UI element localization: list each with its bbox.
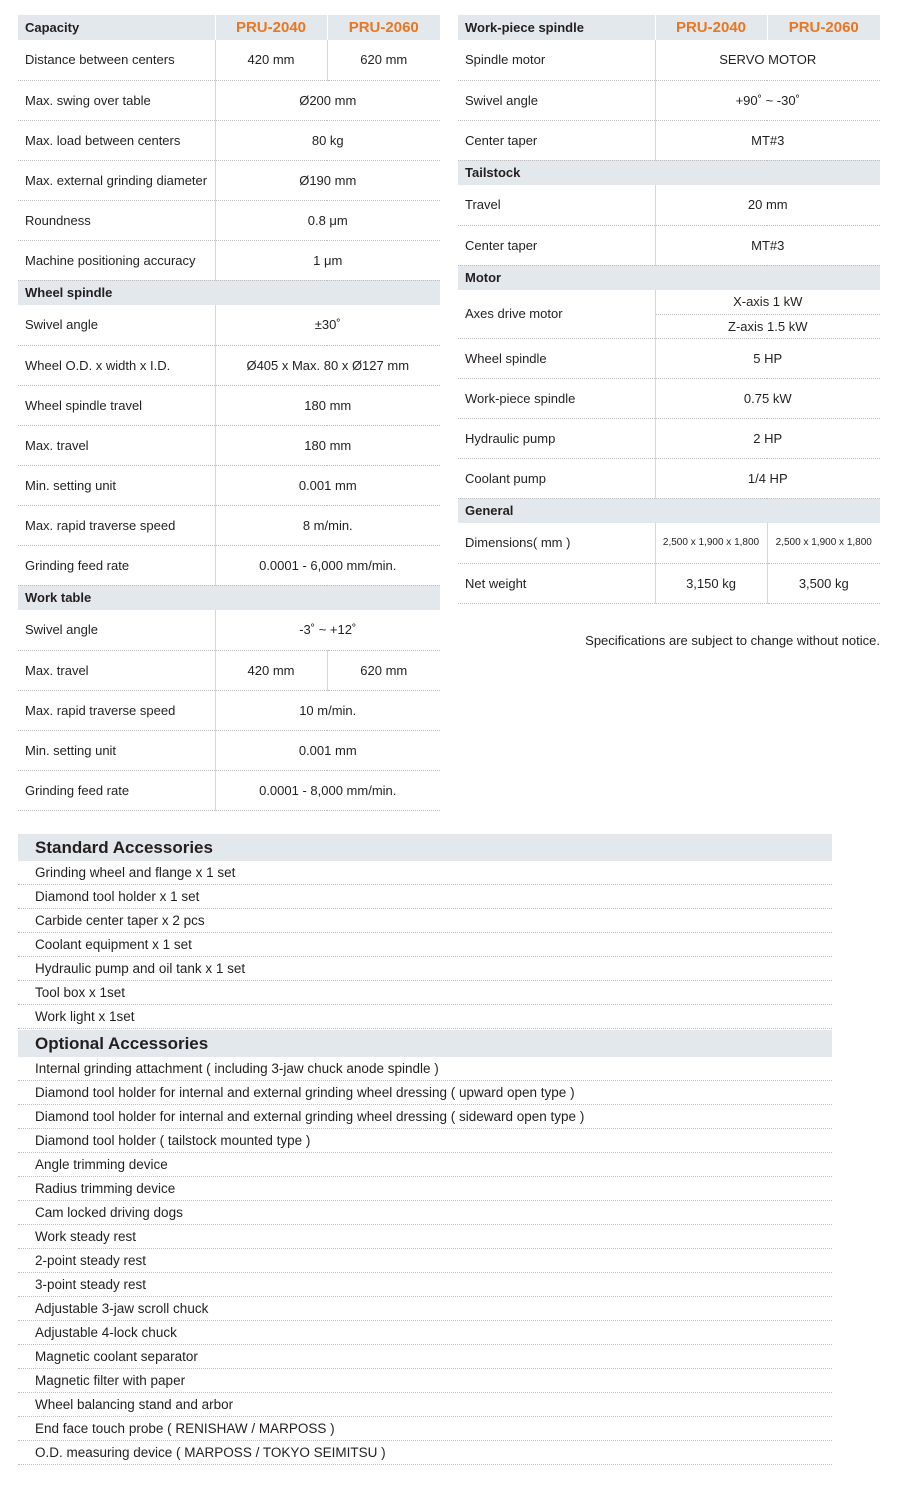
spec-row	[458, 378, 880, 418]
spec-label: Spindle motor	[458, 40, 655, 80]
spec-label: Grinding feed rate	[18, 770, 215, 810]
list-item: Tool box x 1set	[18, 981, 832, 1005]
spec-label: Hydraulic pump	[458, 418, 655, 458]
spec-row	[18, 160, 440, 200]
spec-label: Max. travel	[18, 650, 215, 690]
list-item: End face touch probe ( RENISHAW / MARPOSS )	[18, 1417, 832, 1441]
spec-row	[458, 40, 880, 80]
spec-row	[458, 80, 880, 120]
spec-label: Max. rapid traverse speed	[18, 505, 215, 545]
spec-label: Travel	[458, 185, 655, 225]
spec-value: MT#3	[655, 225, 880, 265]
spec-value: 0.001 mm	[215, 730, 440, 770]
optional-accessories-section	[18, 1030, 832, 1465]
list-item: Carbide center taper x 2 pcs	[18, 909, 832, 933]
spec-row	[18, 690, 440, 730]
list-item: 3-point steady rest	[18, 1273, 832, 1297]
spec-row	[18, 545, 440, 585]
spec-row	[458, 338, 880, 378]
list-item: Angle trimming device	[18, 1153, 832, 1177]
wheel-spindle-section-title: Wheel spindle	[25, 285, 113, 301]
spec-row	[18, 610, 440, 650]
wheel-spindle-header-row	[18, 280, 440, 305]
spec-label: Max. rapid traverse speed	[18, 690, 215, 730]
list-item: Grinding wheel and flange x 1 set	[18, 861, 832, 885]
list-item: Internal grinding attachment ( including 3-jaw chuck anode spindle )	[18, 1057, 832, 1081]
standard-accessories-section	[18, 834, 832, 1029]
spec-row	[18, 200, 440, 240]
list-item: Coolant equipment x 1 set	[18, 933, 832, 957]
spec-label: Axes drive motor	[458, 290, 655, 338]
spec-value-pru-2060: 620 mm	[327, 40, 440, 80]
spec-value: 0.0001 - 6,000 mm/min.	[215, 545, 440, 585]
workpiece-spindle-section-title: Work-piece spindle	[465, 20, 584, 35]
list-item: Magnetic filter with paper	[18, 1369, 832, 1393]
spec-value: ±30˚	[215, 305, 440, 345]
motor-header-row	[458, 265, 880, 290]
work-table-section-title: Work table	[25, 590, 92, 606]
spec-value: 180 mm	[215, 385, 440, 425]
spec-value: Ø190 mm	[215, 160, 440, 200]
spec-label: Distance between centers	[18, 40, 215, 80]
list-item: Work steady rest	[18, 1225, 832, 1249]
spec-label: Net weight	[458, 563, 655, 603]
spec-value: SERVO MOTOR	[655, 40, 880, 80]
list-item: Diamond tool holder for internal and external grinding wheel dressing ( sideward open type )	[18, 1105, 832, 1129]
spec-row	[18, 650, 440, 690]
spec-row	[18, 120, 440, 160]
model-pru-2040-heading: PRU-2040	[655, 15, 767, 40]
optional-accessories-list	[18, 1057, 832, 1465]
spec-row	[18, 240, 440, 280]
spec-value: 8 m/min.	[215, 505, 440, 545]
tailstock-header-row	[458, 160, 880, 185]
spec-row	[18, 40, 440, 80]
spec-value: Ø200 mm	[215, 80, 440, 120]
right-spec-table	[458, 15, 880, 604]
list-item: Hydraulic pump and oil tank x 1 set	[18, 957, 832, 981]
motor-section-title: Motor	[465, 270, 502, 286]
spec-value: 10 m/min.	[215, 690, 440, 730]
list-item: Wheel balancing stand and arbor	[18, 1393, 832, 1417]
spec-value-pru-2060: 3,500 kg	[767, 563, 880, 603]
capacity-section-title: Capacity	[25, 20, 80, 35]
spec-value: 0.8 μm	[215, 200, 440, 240]
spec-value: MT#3	[655, 120, 880, 160]
spec-value-pru-2060: 2,500 x 1,900 x 1,800	[767, 523, 880, 563]
spec-label: Wheel spindle	[458, 338, 655, 378]
spec-label: Coolant pump	[458, 458, 655, 498]
work-table-header-row	[18, 585, 440, 610]
model-pru-2060-heading: PRU-2060	[327, 15, 440, 40]
spec-value: 0.75 kW	[655, 378, 880, 418]
spec-label: Center taper	[458, 120, 655, 160]
spec-value: 5 HP	[655, 338, 880, 378]
workpiece-spindle-header-row	[458, 15, 880, 40]
spec-row	[458, 185, 880, 225]
spec-label: Max. load between centers	[18, 120, 215, 160]
spec-value-pru-2040: 420 mm	[215, 40, 327, 80]
spec-label: Swivel angle	[18, 305, 215, 345]
spec-row	[458, 563, 880, 603]
spec-label: Grinding feed rate	[18, 545, 215, 585]
spec-label: Wheel O.D. x width x I.D.	[18, 345, 215, 385]
spec-row	[18, 465, 440, 505]
spec-value-z-axis: Z-axis 1.5 kW	[655, 314, 880, 338]
spec-value: 2 HP	[655, 418, 880, 458]
spec-value-pru-2040: 2,500 x 1,900 x 1,800	[655, 523, 767, 563]
spec-label: Roundness	[18, 200, 215, 240]
general-section-title: General	[465, 503, 514, 519]
spec-label: Swivel angle	[458, 80, 655, 120]
list-item: Radius trimming device	[18, 1177, 832, 1201]
left-spec-table	[18, 15, 440, 811]
standard-accessories-list	[18, 861, 832, 1029]
spec-row	[458, 120, 880, 160]
spec-value-pru-2040: 420 mm	[215, 650, 327, 690]
spec-row	[18, 730, 440, 770]
spec-label: Center taper	[458, 225, 655, 265]
list-item: Cam locked driving dogs	[18, 1201, 832, 1225]
spec-value-pru-2060: 620 mm	[327, 650, 440, 690]
spec-value: 20 mm	[655, 185, 880, 225]
spec-value: 1 μm	[215, 240, 440, 280]
spec-label: Max. swing over table	[18, 80, 215, 120]
capacity-header-row	[18, 15, 440, 40]
spec-row	[458, 418, 880, 458]
spec-label: Work-piece spindle	[458, 378, 655, 418]
list-item: 2-point steady rest	[18, 1249, 832, 1273]
spec-row	[458, 458, 880, 498]
spec-value: 80 kg	[215, 120, 440, 160]
spec-row	[458, 225, 880, 265]
list-item: Diamond tool holder ( tailstock mounted type )	[18, 1129, 832, 1153]
tailstock-section-title: Tailstock	[465, 165, 521, 181]
spec-row	[18, 345, 440, 385]
list-item: O.D. measuring device ( MARPOSS / TOKYO SEIMITSU )	[18, 1441, 832, 1465]
spec-row	[18, 770, 440, 810]
spec-label: Machine positioning accuracy	[18, 240, 215, 280]
spec-value: -3˚ ~ +12˚	[215, 610, 440, 650]
general-header-row	[458, 498, 880, 523]
spec-value: 180 mm	[215, 425, 440, 465]
spec-label: Wheel spindle travel	[18, 385, 215, 425]
spec-label: Max. travel	[18, 425, 215, 465]
spec-row	[18, 505, 440, 545]
spec-label: Min. setting unit	[18, 730, 215, 770]
spec-value: 1/4 HP	[655, 458, 880, 498]
spec-row	[458, 290, 880, 314]
spec-value-pru-2040: 3,150 kg	[655, 563, 767, 603]
spec-row	[458, 523, 880, 563]
spec-label: Swivel angle	[18, 610, 215, 650]
standard-accessories-title: Standard Accessories	[18, 834, 832, 861]
spec-row	[18, 305, 440, 345]
model-pru-2040-heading: PRU-2040	[215, 15, 327, 40]
list-item: Adjustable 4-lock chuck	[18, 1321, 832, 1345]
list-item: Adjustable 3-jaw scroll chuck	[18, 1297, 832, 1321]
spec-row	[18, 80, 440, 120]
spec-row	[18, 425, 440, 465]
spec-value: 0.001 mm	[215, 465, 440, 505]
spec-label: Max. external grinding diameter	[18, 160, 215, 200]
spec-row	[18, 385, 440, 425]
spec-value: +90˚ ~ -30˚	[655, 80, 880, 120]
list-item: Diamond tool holder x 1 set	[18, 885, 832, 909]
spec-value: 0.0001 - 8,000 mm/min.	[215, 770, 440, 810]
specifications-notice: Specifications are subject to change without notice.	[585, 633, 880, 648]
spec-label: Min. setting unit	[18, 465, 215, 505]
spec-value: Ø405 x Max. 80 x Ø127 mm	[215, 345, 440, 385]
list-item: Diamond tool holder for internal and external grinding wheel dressing ( upward open type )	[18, 1081, 832, 1105]
list-item: Work light x 1set	[18, 1005, 832, 1029]
model-pru-2060-heading: PRU-2060	[767, 15, 880, 40]
spec-label: Dimensions( mm )	[458, 523, 655, 563]
list-item: Magnetic coolant separator	[18, 1345, 832, 1369]
optional-accessories-title: Optional Accessories	[18, 1030, 832, 1057]
spec-value-x-axis: X-axis 1 kW	[655, 290, 880, 314]
